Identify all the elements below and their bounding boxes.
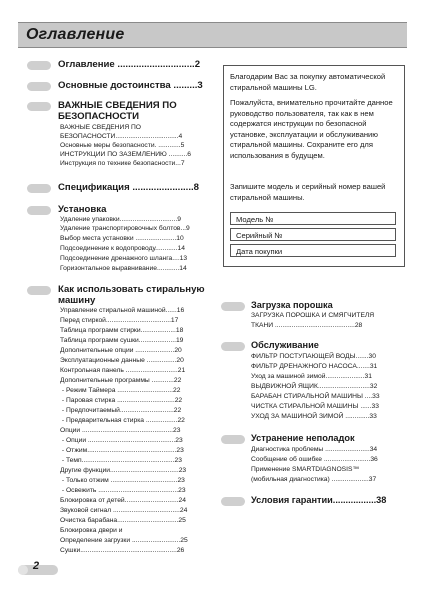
toc-entry[interactable]: Блокировка от детей.............................24 — [60, 497, 186, 504]
section-marker-icon — [221, 342, 245, 351]
toc-entry[interactable]: - Предпочитаемый.............................22 — [60, 407, 182, 414]
toc-entry[interactable]: Таблица программ сушки....................19 — [60, 337, 184, 344]
toc-entry[interactable]: Эксплуатационные данные ................20 — [60, 357, 184, 364]
toc-entry[interactable]: Подсоединение дренажного шланга....13 — [60, 255, 188, 262]
page-number: 2 — [33, 560, 40, 572]
toc-entry[interactable]: Опции .................................................23 — [60, 427, 181, 434]
toc-entry[interactable]: Сообщение об ошибке .........................36 — [251, 456, 378, 463]
toc-entry[interactable]: Выбор места установки ......................10 — [60, 235, 184, 242]
section-marker-icon — [27, 184, 51, 193]
toc-entry[interactable]: УХОД ЗА МАШИНОЙ ЗИМОЙ .............33 — [251, 413, 377, 420]
toc-section-title-safety[interactable]: ВАЖНЫЕ СВЕДЕНИЯ ПО — [58, 100, 177, 111]
toc-entry[interactable]: Перед стиркой...................................17 — [60, 317, 179, 324]
record-model-text: Запишите модель и серийный номер вашей стиральной машины. — [230, 182, 386, 202]
registration-info-box — [223, 65, 405, 267]
toc-entry[interactable]: Другие функции.....................................23 — [60, 467, 187, 474]
page-title: Оглавление — [26, 26, 125, 43]
toc-entry[interactable]: - Освежить ...........................................23 — [60, 487, 186, 494]
toc-entry[interactable]: ЧИСТКА СТИРАЛЬНОЙ МАШИНЫ ......33 — [251, 403, 379, 410]
toc-entry[interactable]: Таблица программ стирки...................18 — [60, 327, 184, 334]
toc-section-title-install[interactable]: Установка — [58, 204, 107, 215]
toc-entry[interactable]: Дополнительные опции .....................20 — [60, 347, 182, 354]
toc-entry[interactable]: ЗАГРУЗКА ПОРОШКА И СМЯГЧИТЕЛЯ — [251, 312, 375, 319]
section-marker-icon — [27, 82, 51, 91]
toc-entry[interactable]: Очистка барабана.................................25 — [60, 517, 186, 524]
model-number-field[interactable]: Модель № — [230, 212, 396, 225]
toc-entry[interactable]: Блокировка двери и — [60, 527, 123, 534]
toc-section-title-service[interactable]: Обслуживание — [251, 340, 319, 350]
toc-entry[interactable]: - Предварительная стирка .................22 — [60, 417, 185, 424]
serial-number-field[interactable]: Серийный № — [230, 228, 396, 241]
toc-entry[interactable]: - Паровая стирка ...............................22 — [60, 397, 183, 404]
toc-entry[interactable]: Контрольная панель ............................21 — [60, 367, 186, 374]
section-marker-icon — [221, 497, 245, 506]
toc-entry[interactable]: - Темп..................................................23 — [60, 457, 182, 464]
section-marker-icon — [221, 302, 245, 311]
toc-entry[interactable]: Сушки....................................................26 — [60, 547, 185, 554]
toc-entry[interactable]: ТКАНИ ...........................................28 — [251, 322, 363, 329]
toc-entry[interactable]: Определение загрузки ..........................25 — [60, 537, 188, 544]
toc-entry[interactable]: ФИЛЬТР ПОСТУПАЮЩЕЙ ВОДЫ.......30 — [251, 353, 376, 360]
toc-link-specification[interactable]: Спецификация .......................8 — [58, 182, 199, 193]
toc-entry[interactable]: Дополнительные программы ............22 — [60, 377, 182, 384]
toc-entry[interactable]: ВАЖНЫЕ СВЕДЕНИЯ ПО — [60, 124, 142, 131]
thank-you-text: Благодарим Вас за покупку автоматической стиральной машины LG. — [230, 72, 386, 92]
toc-entry[interactable]: Инструкция по технике безопасности...7 — [60, 160, 185, 167]
toc-entry[interactable]: Уход за машиной зимой.....................31 — [251, 373, 372, 380]
toc-entry[interactable]: - Режим Таймера ..............................22 — [60, 387, 181, 394]
section-marker-icon — [27, 102, 51, 111]
toc-entry[interactable]: Подсоединение к водопроводу............14 — [60, 245, 185, 252]
purchase-date-field[interactable]: Дата покупки — [230, 244, 396, 257]
toc-section-title-safety[interactable]: БЕЗОПАСНОСТИ — [58, 111, 139, 122]
toc-entry[interactable]: Горизонтальное выравнивание............14 — [60, 265, 187, 272]
toc-entry[interactable]: - Опции ...............................................23 — [60, 437, 183, 444]
section-marker-icon — [27, 286, 51, 295]
toc-entry[interactable]: ФИЛЬТР ДРЕНАЖНОГО НАСОСА.......31 — [251, 363, 378, 370]
toc-entry[interactable]: Основные меры безопасности. ............5 — [60, 142, 185, 149]
toc-entry[interactable]: ВЫДВИЖНОЙ ЯЩИК............................32 — [251, 383, 378, 390]
toc-entry[interactable]: ИНСТРУКЦИИ ПО ЗАЗЕМЛЕНИЮ ..........6 — [60, 151, 191, 158]
toc-entry[interactable]: БАРАБАН СТИРАЛЬНОЙ МАШИНЫ ....33 — [251, 393, 380, 400]
toc-entry[interactable]: Удаление упаковки...............................9 — [60, 216, 181, 223]
toc-entry[interactable]: - Отжим................................................23 — [60, 447, 184, 454]
toc-link-features[interactable]: Основные достоинства .........3 — [58, 80, 203, 91]
toc-link-contents[interactable]: Оглавление .............................2 — [58, 59, 201, 70]
toc-section-title-use[interactable]: машину — [58, 295, 96, 306]
instructions-text: Пожалуйста, внимательно прочитайте данное руководство пользователя, так как в нем содержатся инструкции по безопасной установке, эксплуатации и обслуживанию стиральной машины. Сохраните его для использования в будущем. — [230, 98, 393, 160]
toc-entry[interactable]: Управление стиральной машиной......16 — [60, 307, 185, 314]
section-marker-icon — [27, 206, 51, 215]
section-marker-icon — [221, 435, 245, 444]
toc-entry[interactable]: Применение SMARTDIAGNOSIS™ — [251, 466, 360, 473]
toc-entry[interactable]: БЕЗОПАСНОСТИ..................................4 — [60, 133, 183, 140]
section-marker-icon — [27, 61, 51, 70]
toc-entry[interactable]: Диагностика проблемы ........................34 — [251, 446, 378, 453]
toc-section-title-troubleshooting[interactable]: Устранение неполадок — [251, 433, 355, 443]
toc-link-warranty[interactable]: Условия гарантии.................38 — [251, 495, 387, 505]
toc-entry[interactable]: Звуковой сигнал ....................................24 — [60, 507, 188, 514]
toc-section-title-use[interactable]: Как использовать стиральную — [58, 284, 205, 295]
toc-entry[interactable]: - Только отжим ....................................23 — [60, 477, 185, 484]
toc-entry[interactable]: Удаление транспортировочных болтов...9 — [60, 225, 190, 232]
toc-entry[interactable]: (мобильная диагностика) ....................37 — [251, 476, 377, 483]
page-header — [18, 22, 407, 48]
toc-section-title-powder[interactable]: Загрузка порошка — [251, 300, 333, 310]
